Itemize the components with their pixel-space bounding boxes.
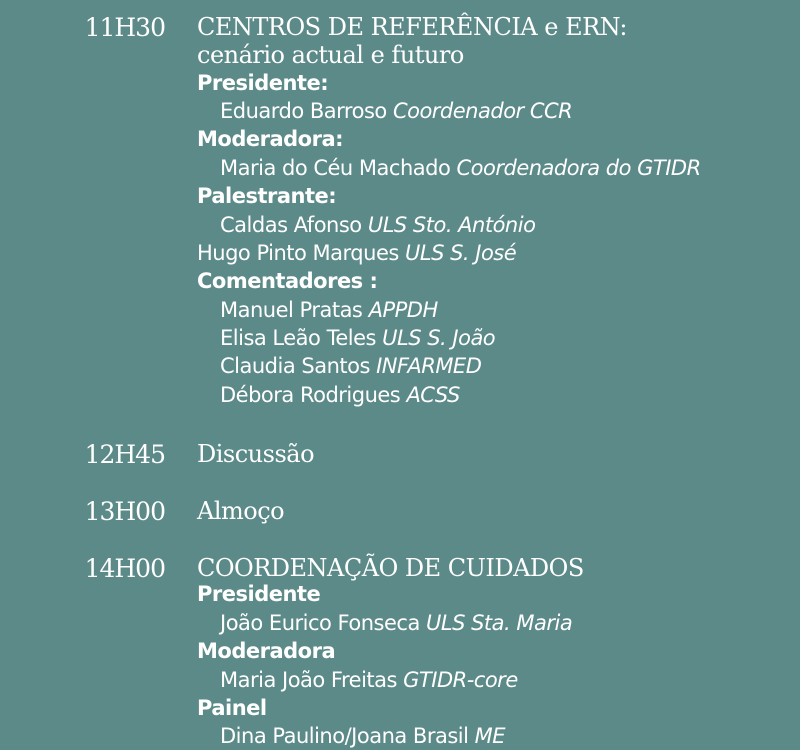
speaker-affiliation: ULS Sta. Maria <box>426 611 573 635</box>
speaker-name: Eduardo Barroso <box>220 99 387 123</box>
session-title: Almoço <box>197 497 285 525</box>
speaker-affiliation: ACSS <box>406 383 460 407</box>
speaker-affiliation: Coordenadora do GTIDR <box>456 156 701 180</box>
role-label: Comentadores : <box>197 269 378 293</box>
role-label: Moderadora <box>197 639 336 663</box>
speaker-affiliation: ULS S. João <box>382 326 496 350</box>
speaker <box>220 99 572 123</box>
speaker <box>220 383 460 407</box>
speaker <box>197 241 516 265</box>
session-time: 13H00 <box>84 497 165 526</box>
speaker-name: João Eurico Fonseca <box>220 611 420 635</box>
speaker-name: Caldas Afonso <box>220 213 362 237</box>
speaker-name: Dina Paulino/Joana Brasil <box>220 724 469 748</box>
speaker-affiliation: ULS Sto. António <box>367 213 536 237</box>
speaker-affiliation: ULS S. José <box>405 241 517 265</box>
role-label: Presidente <box>197 582 321 606</box>
role-label: Moderadora: <box>197 127 344 151</box>
speaker <box>220 354 481 378</box>
session-title-line-1: CENTROS DE REFERÊNCIA e ERN: <box>197 13 627 41</box>
speaker-name: Manuel Pratas <box>220 298 363 322</box>
speaker-affiliation: APPDH <box>368 298 438 322</box>
speaker-name: Maria João Freitas <box>220 668 397 692</box>
speaker-affiliation: Coordenador CCR <box>392 99 573 123</box>
speaker-name: Débora Rodrigues <box>220 383 401 407</box>
speaker <box>220 724 505 748</box>
speaker-name: Hugo Pinto Marques <box>197 241 399 265</box>
speaker <box>220 611 572 635</box>
role-label: Presidente: <box>197 71 329 95</box>
speaker <box>220 298 438 322</box>
speaker-name: Elisa Leão Teles <box>220 326 376 350</box>
speaker <box>220 213 535 237</box>
session-title-line-2: cenário actual e futuro <box>197 41 464 69</box>
speaker-affiliation: GTIDR-core <box>403 668 518 692</box>
session-time: 14H00 <box>84 554 165 583</box>
speaker-affiliation: ME <box>474 724 506 748</box>
speaker <box>220 156 701 180</box>
session-title: COORDENAÇÃO DE CUIDADOS <box>197 554 584 582</box>
speaker <box>220 668 518 692</box>
session-time: 11H30 <box>84 13 165 42</box>
speaker-affiliation: INFARMED <box>376 354 482 378</box>
role-label: Painel <box>197 696 267 720</box>
role-label: Palestrante: <box>197 184 337 208</box>
session-time: 12H45 <box>84 440 165 469</box>
speaker-name: Maria do Céu Machado <box>220 156 451 180</box>
session-title: Discussão <box>197 440 315 468</box>
speaker <box>220 326 495 350</box>
speaker-name: Claudia Santos <box>220 354 370 378</box>
